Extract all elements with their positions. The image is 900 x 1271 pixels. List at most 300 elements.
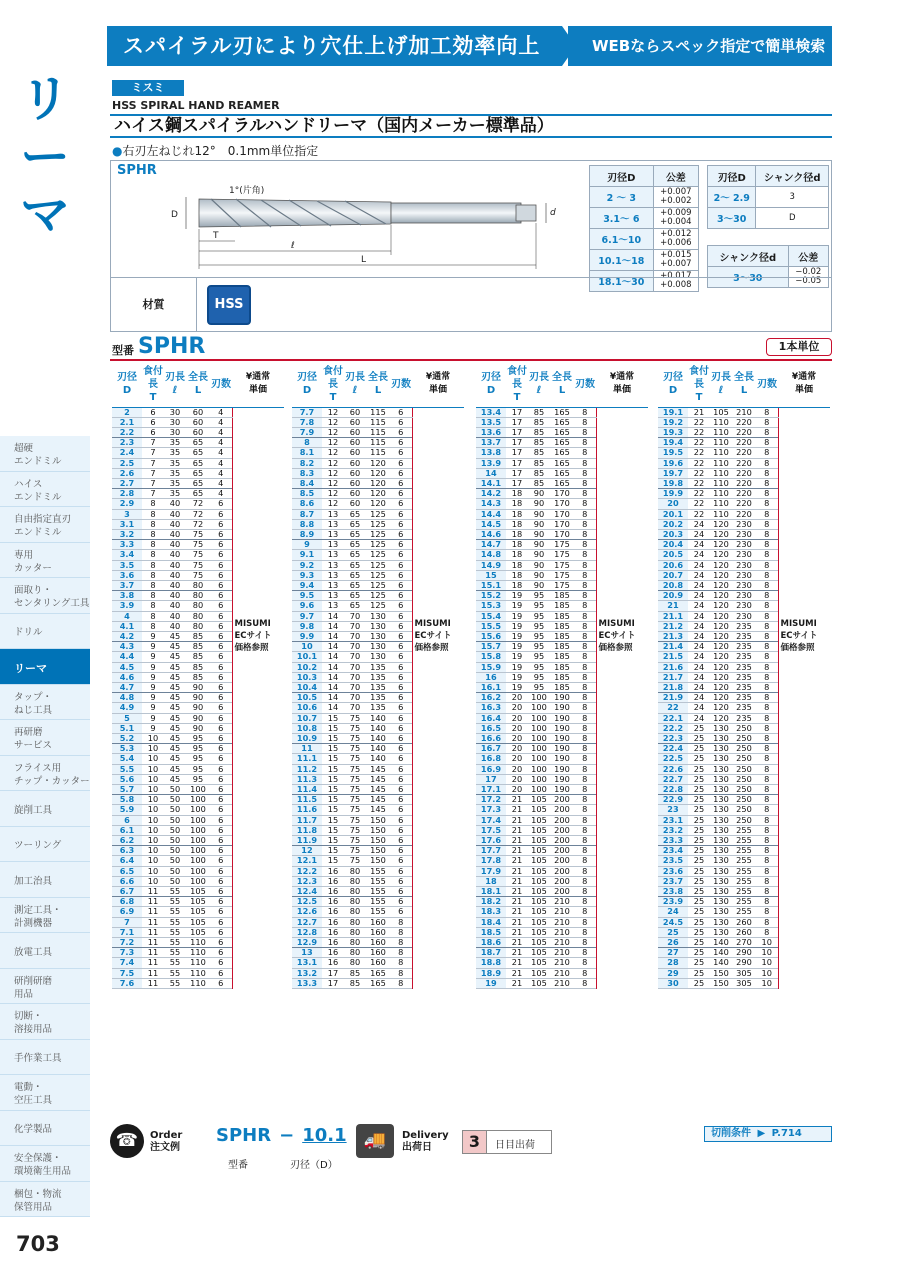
sidebar-item[interactable]: リーマ — [0, 649, 90, 685]
spec-cell: 165 — [550, 478, 574, 488]
price-note[interactable]: MISUMI ECサイト 価格参照 — [778, 407, 830, 989]
spec-cell: 185 — [550, 621, 574, 631]
spec-cell: 45 — [164, 774, 186, 784]
sidebar-title-char: マ — [20, 186, 70, 244]
spec-cell: 10 — [142, 795, 164, 805]
sidebar-item[interactable]: ハイス エンドミル — [0, 472, 90, 508]
spec-cell: 130 — [710, 917, 732, 927]
spec-cell: 70 — [344, 662, 366, 672]
spec-cell: 19 — [506, 682, 528, 692]
spec-cell: 100 — [528, 754, 550, 764]
spec-cell: 17 — [506, 407, 528, 417]
spec-cell: 8 — [756, 744, 778, 754]
spec-cell: 125 — [366, 601, 390, 611]
spec-cell: 4 — [210, 438, 232, 448]
diameter-cell: 24 — [658, 907, 688, 917]
spec-cell: 45 — [164, 652, 186, 662]
diameter-cell: 17.8 — [476, 856, 506, 866]
diameter-cell: 18.5 — [476, 927, 506, 937]
spec-cell: 95 — [186, 734, 210, 744]
spec-cell: 24 — [688, 540, 710, 550]
spec-cell: 8 — [574, 846, 596, 856]
spec-cell: 25 — [688, 927, 710, 937]
diameter-cell: 20.4 — [658, 540, 688, 550]
spec-cell: 305 — [732, 968, 756, 978]
spec-cell: 7 — [142, 478, 164, 488]
diameter-cell: 29 — [658, 968, 688, 978]
spec-cell: 15 — [322, 795, 344, 805]
spec-cell: 15 — [322, 825, 344, 835]
spec-cell: 19 — [506, 672, 528, 682]
diameter-cell: 23.9 — [658, 897, 688, 907]
spec-cell: 18 — [506, 560, 528, 570]
spec-cell: 130 — [710, 836, 732, 846]
spec-cell: 220 — [732, 499, 756, 509]
spec-cell: 18 — [506, 570, 528, 580]
spec-cell: 120 — [710, 631, 732, 641]
spec-cell: 4 — [210, 427, 232, 437]
th-diameter: 刃径 D — [112, 362, 142, 407]
th-flutes: 刃数 — [574, 362, 596, 407]
spec-cell: 6 — [210, 734, 232, 744]
diameter-cell: 11.1 — [292, 754, 322, 764]
spec-cell: 120 — [710, 642, 732, 652]
spec-cell: 125 — [366, 570, 390, 580]
tol-range: 10.1～18 — [590, 250, 654, 271]
diameter-cell: 16.6 — [476, 734, 506, 744]
sidebar-item[interactable]: タップ・ ねじ工具 — [0, 685, 90, 721]
spec-cell: 175 — [550, 560, 574, 570]
spec-cell: 8 — [574, 785, 596, 795]
spec-cell: 9 — [142, 682, 164, 692]
spec-cell: 120 — [710, 703, 732, 713]
diameter-cell: 20 — [658, 499, 688, 509]
book-icon: ▶ — [757, 1128, 766, 1139]
spec-cell: 155 — [366, 887, 390, 897]
sidebar-item[interactable]: 安全保護・ 環境衛生用品 — [0, 1146, 90, 1182]
th-flutes: 刃数 — [390, 362, 412, 407]
diameter-cell: 11.5 — [292, 795, 322, 805]
sidebar-item[interactable]: 加工治具 — [0, 862, 90, 898]
spec-cell: 6 — [210, 968, 232, 978]
sidebar-item[interactable]: 再研磨 サービス — [0, 720, 90, 756]
diameter-cell: 26 — [658, 938, 688, 948]
spec-cell: 8 — [142, 580, 164, 590]
spec-cell: 55 — [164, 927, 186, 937]
spec-cell: 220 — [732, 509, 756, 519]
spec-cell: 75 — [344, 723, 366, 733]
spec-cell: 8 — [142, 601, 164, 611]
spec-cell: 110 — [710, 417, 732, 427]
spec-cell: 45 — [164, 672, 186, 682]
spec-cell: 95 — [528, 642, 550, 652]
model-label: 型番 — [112, 344, 134, 357]
spec-cell: 65 — [344, 591, 366, 601]
diameter-cell: 13.9 — [476, 458, 506, 468]
spec-cell: 60 — [344, 407, 366, 417]
spec-cell: 20 — [506, 744, 528, 754]
spec-cell: 6 — [142, 407, 164, 417]
web-search-banner[interactable]: WEBならスペック指定で簡単検索 — [568, 26, 832, 66]
spec-cell: 160 — [366, 917, 390, 927]
spec-cell: 185 — [550, 662, 574, 672]
spec-cell: 210 — [550, 948, 574, 958]
spec-cell: 8 — [756, 570, 778, 580]
sidebar-item[interactable]: 手作業工具 — [0, 1040, 90, 1076]
spec-cell: 21 — [506, 846, 528, 856]
spec-cell: 25 — [688, 938, 710, 948]
diameter-cell: 9.7 — [292, 611, 322, 621]
spec-cell: 8 — [756, 866, 778, 876]
spec-cell: 175 — [550, 570, 574, 580]
spec-cell: 13 — [322, 509, 344, 519]
cutting-conditions-link[interactable] — [704, 1126, 832, 1142]
spec-cell: 6 — [390, 652, 412, 662]
spec-cell: 12 — [322, 478, 344, 488]
spec-cell: 65 — [344, 570, 366, 580]
table-row — [112, 407, 284, 417]
spec-cell: 105 — [528, 866, 550, 876]
th-lead: 食付長 T — [688, 362, 710, 407]
spec-cell: 18 — [506, 519, 528, 529]
diameter-cell: 19.9 — [658, 489, 688, 499]
spec-cell: 24 — [688, 621, 710, 631]
diameter-cell: 5.8 — [112, 795, 142, 805]
spec-cell: 4 — [210, 468, 232, 478]
spec-cell: 12 — [322, 417, 344, 427]
spec-cell: 210 — [550, 917, 574, 927]
spec-cell: 10 — [142, 825, 164, 835]
spec-cell: 65 — [186, 448, 210, 458]
angle-label: 1°(片角) — [229, 186, 265, 196]
spec-cell: 8 — [756, 897, 778, 907]
spec-cell: 65 — [186, 438, 210, 448]
hss-badge: HSS — [207, 285, 251, 325]
price-note[interactable]: MISUMI ECサイト 価格参照 — [232, 407, 284, 989]
spec-cell: 8 — [574, 907, 596, 917]
diameter-cell: 5.6 — [112, 774, 142, 784]
spec-cell: 260 — [732, 927, 756, 937]
spec-cell: 80 — [186, 591, 210, 601]
spec-cell: 7 — [142, 448, 164, 458]
spec-cell: 155 — [366, 876, 390, 886]
spec-cell: 70 — [344, 621, 366, 631]
diameter-cell: 4.2 — [112, 631, 142, 641]
diameter-cell: 23.3 — [658, 836, 688, 846]
spec-cell: 50 — [164, 876, 186, 886]
spec-cell: 6 — [390, 570, 412, 580]
spec-cell: 15 — [322, 754, 344, 764]
spec-cell: 6 — [210, 601, 232, 611]
spec-cell: 6 — [390, 713, 412, 723]
spec-cell: 8 — [574, 580, 596, 590]
spec-cell: 8 — [756, 774, 778, 784]
diameter-cell: 8.1 — [292, 448, 322, 458]
spec-cell: 90 — [186, 713, 210, 723]
sidebar-item[interactable]: 旋削工具 — [0, 791, 90, 827]
spec-cell: 14 — [322, 672, 344, 682]
diameter-cell: 7.1 — [112, 927, 142, 937]
spec-cell: 8 — [756, 550, 778, 560]
sidebar-item[interactable]: 超硬 エンドミル — [0, 436, 90, 472]
sidebar-item[interactable]: ドリル — [0, 614, 90, 650]
spec-cell: 20 — [506, 703, 528, 713]
diameter-cell: 4.8 — [112, 693, 142, 703]
spec-cell: 11 — [142, 907, 164, 917]
spec-cell: 24 — [688, 672, 710, 682]
diameter-cell: 18.8 — [476, 958, 506, 968]
spec-cell: 7 — [142, 458, 164, 468]
spec-cell: 60 — [344, 478, 366, 488]
spec-cell: 15 — [322, 805, 344, 815]
spec-cell: 6 — [390, 856, 412, 866]
spec-cell: 190 — [550, 734, 574, 744]
spec-cell: 100 — [186, 795, 210, 805]
th-tolerance: 公差 — [653, 166, 698, 187]
spec-cell: 235 — [732, 703, 756, 713]
diameter-cell: 5.5 — [112, 764, 142, 774]
spec-cell: 10 — [756, 938, 778, 948]
spec-cell: 8 — [756, 693, 778, 703]
diameter-cell: 4 — [112, 611, 142, 621]
spec-cell: 6 — [390, 529, 412, 539]
sidebar-item[interactable]: ツーリング — [0, 827, 90, 863]
spec-cell: 8 — [756, 825, 778, 835]
spec-cell: 21 — [506, 958, 528, 968]
diameter-cell: 22.6 — [658, 764, 688, 774]
spec-cell: 12 — [322, 427, 344, 437]
spec-cell: 18 — [506, 529, 528, 539]
spec-cell: 50 — [164, 825, 186, 835]
spec-cell: 135 — [366, 693, 390, 703]
delivery-label: Delivery 出荷日 — [402, 1130, 449, 1153]
spec-cell: 4 — [210, 448, 232, 458]
spec-cell: 145 — [366, 805, 390, 815]
spec-cell: 8 — [142, 540, 164, 550]
diameter-cell: 13.7 — [476, 438, 506, 448]
spec-cell: 175 — [550, 550, 574, 560]
spec-cell: 235 — [732, 621, 756, 631]
spec-cell: 255 — [732, 856, 756, 866]
spec-cell: 210 — [732, 407, 756, 417]
spec-cell: 65 — [186, 458, 210, 468]
spec-cell: 8 — [390, 948, 412, 958]
spec-cell: 125 — [366, 509, 390, 519]
diameter-cell: 21.5 — [658, 652, 688, 662]
spec-cell: 85 — [186, 652, 210, 662]
spec-cell: 150 — [366, 846, 390, 856]
spec-cell: 8 — [142, 621, 164, 631]
diameter-cell: 21.9 — [658, 693, 688, 703]
sidebar-item[interactable]: 専用 カッター — [0, 543, 90, 579]
sidebar-item[interactable]: 面取り・ センタリング工具 — [0, 578, 90, 614]
spec-cell: 25 — [688, 795, 710, 805]
spec-cell: 40 — [164, 509, 186, 519]
dim-l: ℓ — [291, 241, 295, 251]
diameter-cell: 6.9 — [112, 907, 142, 917]
spec-cell: 8 — [574, 489, 596, 499]
spec-cell: 6 — [390, 478, 412, 488]
price-note[interactable]: MISUMI ECサイト 価格参照 — [596, 407, 648, 989]
sidebar-item[interactable]: 研削研磨 用品 — [0, 969, 90, 1005]
spec-cell: 170 — [550, 489, 574, 499]
spec-cell: 6 — [390, 887, 412, 897]
spec-cell: 100 — [186, 856, 210, 866]
spec-cell: 125 — [366, 550, 390, 560]
spec-cell: 14 — [322, 693, 344, 703]
diameter-cell: 16.4 — [476, 713, 506, 723]
spec-cell: 11 — [142, 958, 164, 968]
spec-cell: 65 — [344, 580, 366, 590]
th-overall-length: 全長 L — [186, 362, 210, 407]
spec-cell: 190 — [550, 754, 574, 764]
spec-cell: 6 — [390, 489, 412, 499]
tol-value: +0.017 +0.008 — [653, 271, 698, 292]
spec-cell: 8 — [574, 642, 596, 652]
spec-cell: 8 — [142, 509, 164, 519]
english-title: HSS SPIRAL HAND REAMER — [112, 99, 280, 112]
spec-cell: 65 — [344, 560, 366, 570]
spec-cell: 16 — [322, 917, 344, 927]
diameter-cell: 17.1 — [476, 785, 506, 795]
spec-cell: 16 — [322, 887, 344, 897]
spec-cell: 25 — [688, 846, 710, 856]
spec-cell: 140 — [366, 734, 390, 744]
spec-cell: 90 — [528, 550, 550, 560]
spec-cell: 70 — [344, 682, 366, 692]
spec-cell: 110 — [710, 468, 732, 478]
sidebar-item[interactable]: 梱包・物流 保管用品 — [0, 1182, 90, 1218]
spec-cell: 90 — [528, 540, 550, 550]
spec-cell: 6 — [390, 458, 412, 468]
spec-cell: 115 — [366, 407, 390, 417]
spec-cell: 145 — [366, 764, 390, 774]
spec-cell: 6 — [390, 417, 412, 427]
spec-cell: 13 — [322, 550, 344, 560]
spec-cell: 22 — [688, 427, 710, 437]
diameter-cell: 22.8 — [658, 785, 688, 795]
price-note[interactable]: MISUMI ECサイト 価格参照 — [412, 407, 464, 989]
spec-cell: 6 — [210, 703, 232, 713]
diameter-cell: 10.8 — [292, 723, 322, 733]
spec-cell: 220 — [732, 489, 756, 499]
spec-cell: 230 — [732, 550, 756, 560]
spec-cell: 120 — [366, 489, 390, 499]
sidebar-item[interactable]: 自由指定直刃 エンドミル — [0, 507, 90, 543]
diameter-cell: 2.3 — [112, 438, 142, 448]
spec-cell: 10 — [142, 744, 164, 754]
diameter-cell: 20.5 — [658, 550, 688, 560]
sidebar-item[interactable]: 放電工具 — [0, 933, 90, 969]
spec-cell: 13 — [322, 560, 344, 570]
spec-cell: 70 — [344, 631, 366, 641]
spec-cell: 105 — [528, 938, 550, 948]
spec-cell: 200 — [550, 825, 574, 835]
tolerance-table-diameter — [589, 165, 699, 292]
diameter-cell: 13.2 — [292, 968, 322, 978]
spec-cell: 6 — [390, 744, 412, 754]
spec-cell: 185 — [550, 631, 574, 641]
diameter-cell: 7.7 — [292, 407, 322, 417]
sidebar-item[interactable]: 化学製品 — [0, 1111, 90, 1147]
sidebar-item[interactable]: 測定工具・ 計測機器 — [0, 898, 90, 934]
spec-cell: 250 — [732, 795, 756, 805]
spec-cell: 6 — [390, 601, 412, 611]
spec-cell: 50 — [164, 805, 186, 815]
spec-cell: 15 — [322, 734, 344, 744]
spec-cell: 8 — [756, 499, 778, 509]
sidebar-item[interactable]: フライス用 チップ・カッター — [0, 756, 90, 792]
spec-cell: 12 — [322, 489, 344, 499]
spec-cell: 150 — [366, 836, 390, 846]
spec-cell: 105 — [186, 917, 210, 927]
diameter-cell: 3.8 — [112, 591, 142, 601]
spec-cell: 8 — [574, 458, 596, 468]
spec-cell: 90 — [528, 499, 550, 509]
spec-cell: 45 — [164, 723, 186, 733]
diameter-cell: 4.9 — [112, 703, 142, 713]
diameter-cell: 3.7 — [112, 580, 142, 590]
spec-cell: 8 — [390, 938, 412, 948]
diameter-cell: 21.2 — [658, 621, 688, 631]
spec-cell: 75 — [344, 846, 366, 856]
spec-cell: 11 — [142, 887, 164, 897]
spec-cell: 235 — [732, 662, 756, 672]
diameter-cell: 13.3 — [292, 978, 322, 988]
spec-cell: 18 — [506, 540, 528, 550]
spec-cell: 120 — [366, 499, 390, 509]
diameter-cell: 3.3 — [112, 540, 142, 550]
spec-cell: 75 — [186, 570, 210, 580]
tol-value: D — [756, 208, 829, 229]
spec-cell: 60 — [344, 448, 366, 458]
spec-cell: 14 — [322, 703, 344, 713]
spec-cell: 65 — [186, 489, 210, 499]
spec-cell: 105 — [186, 927, 210, 937]
spec-cell: 21 — [506, 968, 528, 978]
diameter-cell: 6 — [112, 815, 142, 825]
spec-cell: 190 — [550, 785, 574, 795]
diameter-cell: 5.3 — [112, 744, 142, 754]
spec-cell: 100 — [528, 774, 550, 784]
spec-cell: 40 — [164, 560, 186, 570]
spec-cell: 8 — [574, 948, 596, 958]
spec-cell: 75 — [344, 734, 366, 744]
diameter-cell: 12.5 — [292, 897, 322, 907]
spec-cell: 165 — [550, 468, 574, 478]
spec-cell: 15 — [322, 856, 344, 866]
spec-cell: 22 — [688, 499, 710, 509]
spec-cell: 22 — [688, 478, 710, 488]
diameter-cell: 6.4 — [112, 856, 142, 866]
spec-cell: 130 — [366, 611, 390, 621]
diameter-cell: 13.1 — [292, 958, 322, 968]
spec-cell: 70 — [344, 642, 366, 652]
spec-cell: 130 — [366, 631, 390, 641]
sidebar-item[interactable]: 切断・ 溶接用品 — [0, 1004, 90, 1040]
diameter-cell: 14.1 — [476, 478, 506, 488]
spec-cell: 25 — [688, 907, 710, 917]
diameter-cell: 17.7 — [476, 846, 506, 856]
sidebar-item[interactable]: 電動・ 空圧工具 — [0, 1075, 90, 1111]
spec-cell: 6 — [210, 764, 232, 774]
spec-cell: 21 — [506, 795, 528, 805]
diameter-cell: 7.4 — [112, 958, 142, 968]
spec-cell: 25 — [688, 917, 710, 927]
spec-cell: 50 — [164, 836, 186, 846]
spec-cell: 8 — [390, 927, 412, 937]
spec-cell: 210 — [550, 968, 574, 978]
